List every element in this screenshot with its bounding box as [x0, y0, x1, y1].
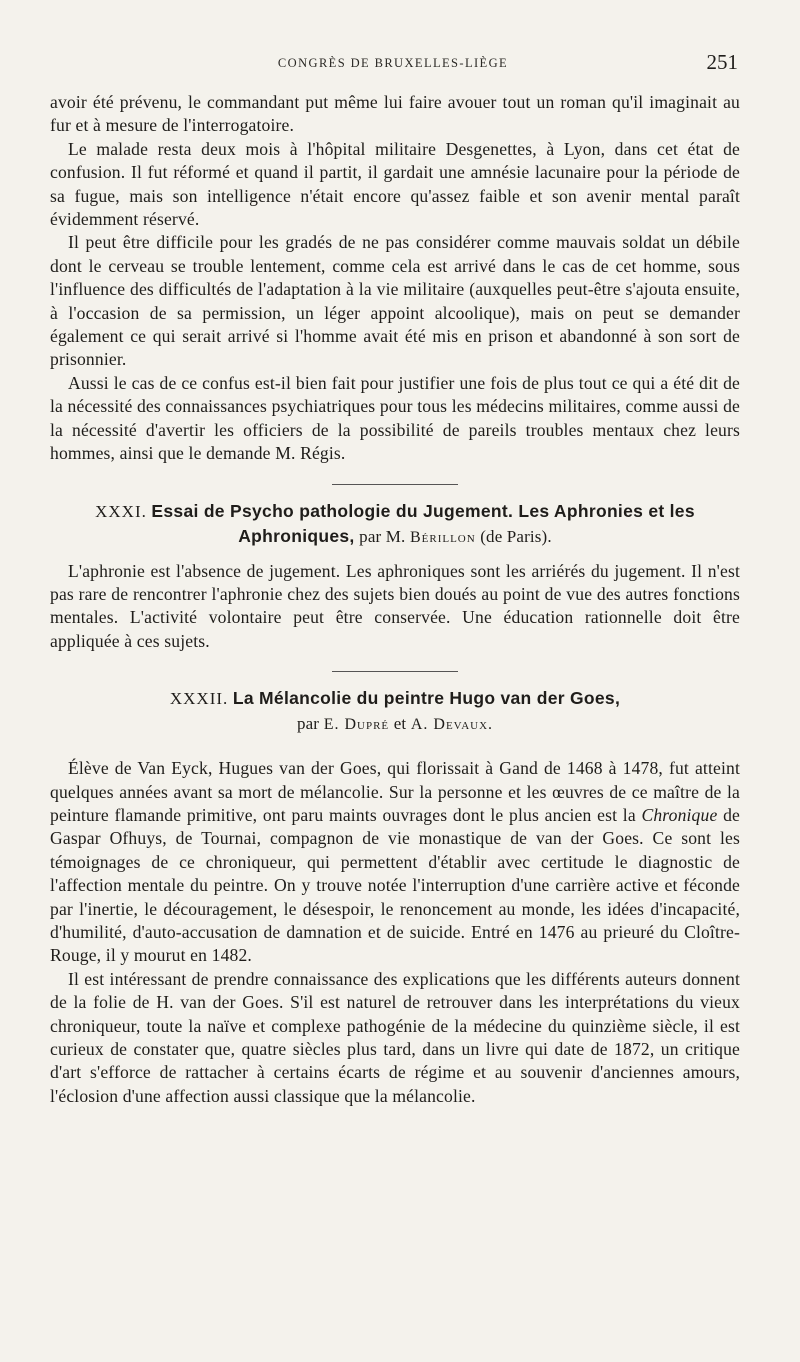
author-affiliation: (de Paris). — [480, 526, 552, 546]
section-number: XXXII. — [169, 689, 229, 709]
page-header — [48, 50, 738, 76]
page-number: 251 — [706, 50, 738, 74]
paragraph: Il est intéressant de prendre connaissance des explications que les différents auteurs donnent de la folie de H. van der Goes. S'il est naturel de retrouver dans les interprétations du vieux chroniqueur, toute la naïve et complexe pathogénie de la médecine du quinzième siècle, il est curieux de constater que, quatre siècles plus tard, dans un livre qui date de 1872, un critique d'art s'efforce de rattacher à certains écarts de régime et au souvenir d'anciennes amours, l'éclosion d'une affection aussi classique que la mélancolie. — [50, 968, 740, 1106]
paragraph: Le malade resta deux mois à l'hôpital militaire Desgenettes, à Lyon, dans cet état de confusion. Il fut réformé et quand il partit, il gardait une amnésie lacunaire pour la période de sa fugue, mais son intelligence n'était encore qu'assez faible et son avenir mental paraît évidemment réservé. — [50, 138, 740, 230]
section-heading-31 — [50, 499, 740, 550]
text-run: Élève de Van Eyck, Hugues van der Goes, qui florissait à Gand de 1468 à 1478, fut atteint quelques années avant sa mort de mélancolie. Sur la personne et les œuvres de ce maître de la peinture flamande primitive, ont paru maints ouvrages dont le plus ancien est la — [50, 758, 740, 825]
section-title: La Mélancolie du peintre Hugo van der Goes, — [232, 688, 621, 709]
author-name: E. Dupré — [323, 716, 390, 734]
paragraph: Aussi le cas de ce confus est-il bien fait pour justifier une fois de plus tout ce qui a été dit de la nécessité des connaissances psychiatriques pour tous les médecins militaires, comme aussi de la nécessité d'avertir les officiers de la possibilité de pareils troubles mentaux chez leurs hommes, ainsi que le demande M. Régis. — [50, 372, 740, 464]
text-run: de Gaspar Ofhuys, de Tournai, compagnon de vie monastique de van der Goes. Ce sont les témoignages de ce chroniqueur, qui permettent d'établir avec certitude le diagnostic de l'affection mentale du peintre. On y trouve notée l'interruption d'une carrière active et féconde par l'inertie, le découragement, le désespoir, le renoncement au monde, les idées d'incapacité, d'humilité, d'auto-accusation de damnation et de suicide. Entré en 1476 au prieuré du Cloître-Rouge, il y mourut en 1482. — [50, 804, 740, 966]
paragraph — [50, 757, 740, 968]
author-conjunction: et — [393, 714, 407, 734]
paragraph: L'aphronie est l'absence de jugement. Les aphroniques sont les arriérés du jugement. Il n'est pas rare de rencontrer l'aphronie chez des sujets bien doués au point de vue des autres fonctions mentales. L'activité volontaire peut être conservée. Une éducation rationnelle doit être appliquée à ces sujets. — [50, 560, 740, 651]
section-byline: par — [296, 714, 320, 734]
section-byline: par M. — [359, 526, 406, 546]
paragraph: Il peut être difficile pour les gradés de ne pas considérer comme mauvais soldat un débile dont le cerveau se trouble lentement, comme cela est arrivé dans le cas de cet homme, sous l'influence des difficultés de l'adaptation à la vie militaire (auxquelles peut-être s'ajouta ensuite, à l'occasion de sa permission, un léger appoint alcoolique), mais on peut se demander également ce qui serait arrivé si l'homme avait été mis en prison et abandonné à son sort de prisonnier. — [50, 232, 740, 370]
section-divider — [332, 671, 458, 672]
author-name: A. Devaux. — [410, 716, 494, 734]
section-title: Essai de Psycho pathologie du Jugement. Les Aphronies et les Aphroniques, — [151, 500, 695, 546]
author-name: Bérillon — [409, 528, 476, 546]
running-title: CONGRÈS DE BRUXELLES-LIÈGE — [277, 56, 509, 70]
section-number: XXXI. — [95, 501, 147, 521]
paragraph: avoir été prévenu, le commandant put même lui faire avouer tout un roman qu'il imaginait au fur et à mesure de l'interrogatoire. — [50, 92, 740, 136]
section-divider — [332, 484, 458, 485]
italic-title: Chronique — [641, 804, 718, 825]
spacer — [50, 747, 740, 757]
section-heading-32 — [50, 686, 740, 737]
body-text — [50, 91, 740, 1108]
